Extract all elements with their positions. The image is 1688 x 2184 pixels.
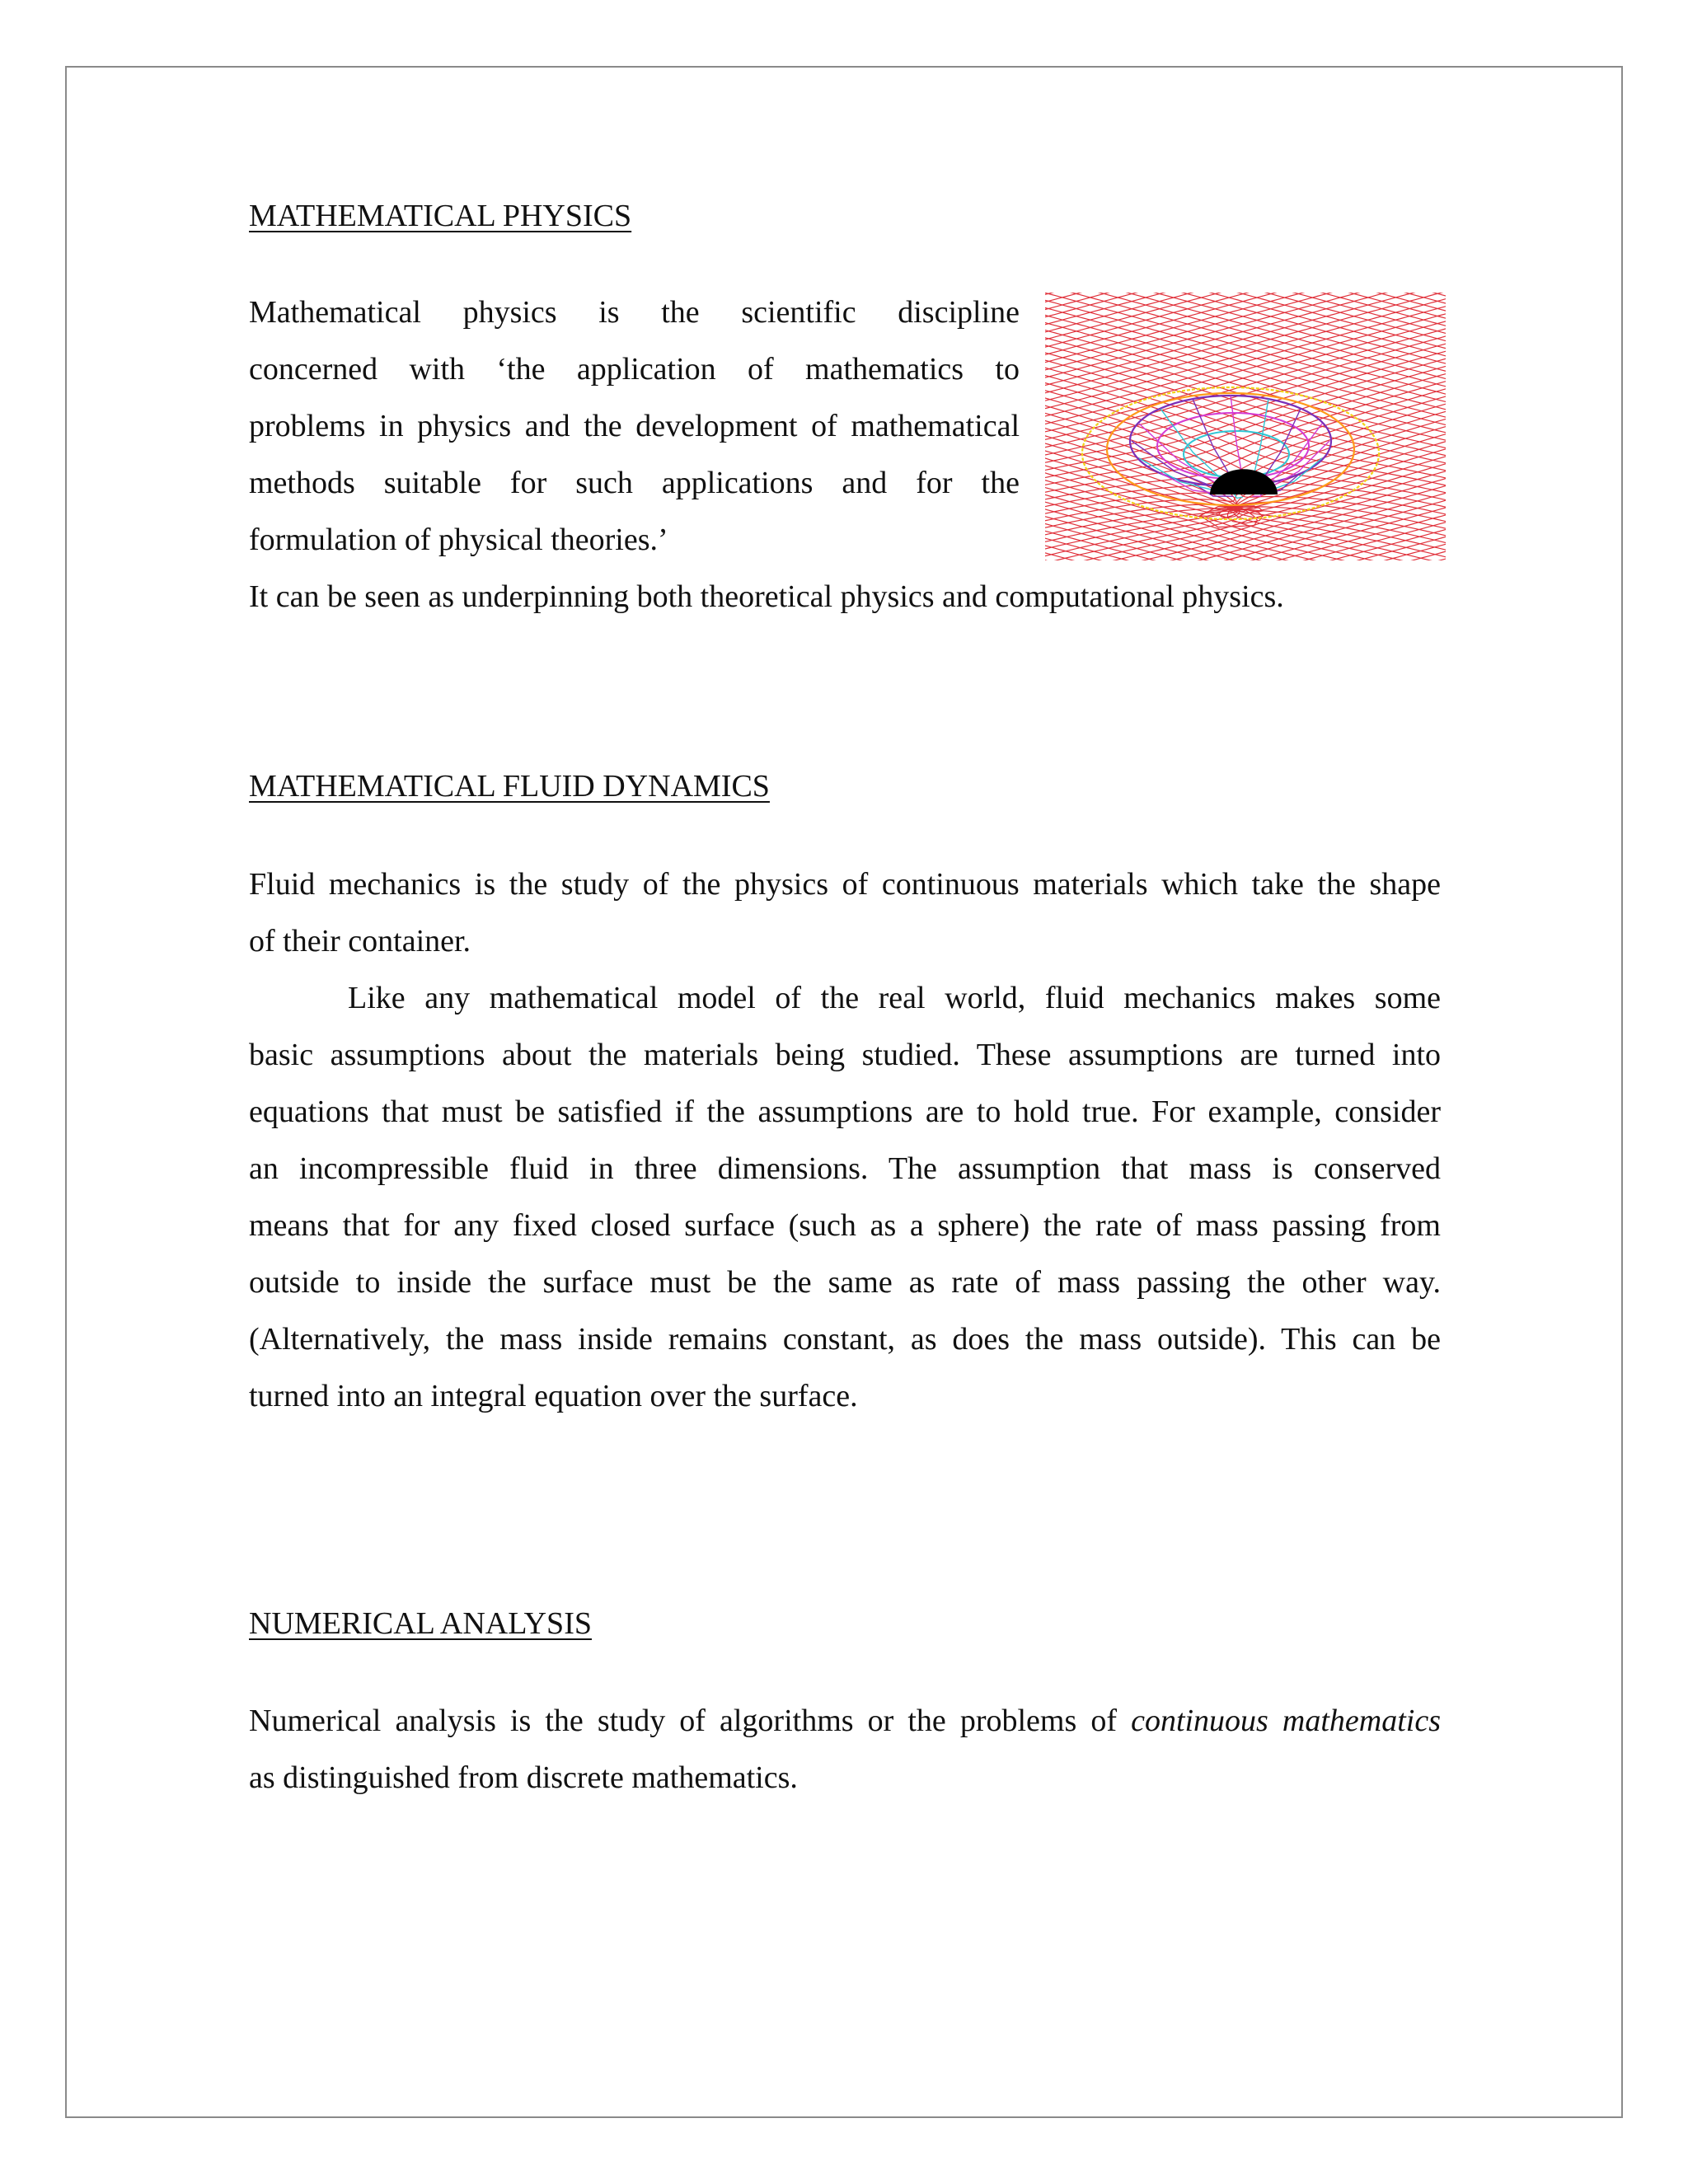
grid-line — [1045, 307, 1446, 492]
text-line — [249, 1693, 1441, 1750]
paragraph-numerical-analysis — [249, 1693, 1441, 1807]
grid-mesh — [1045, 293, 1446, 560]
text-line: an incompressible fluid in three dimensions. The assumption that mass is conserved — [249, 1151, 1441, 1186]
grid-line — [1045, 293, 1446, 425]
text-line: concerned with ‘the application of mathematics to — [249, 352, 1020, 387]
paragraph-fluid-dynamics — [249, 856, 1441, 1425]
grid-line — [1045, 293, 1446, 471]
heading-numerical-analysis: NUMERICAL ANALYSIS — [249, 1606, 592, 1641]
text-line: It can be seen as underpinning both theoretical physics and computational physics. — [249, 579, 1284, 614]
emphasized-term: continuous mathematics — [1131, 1704, 1441, 1738]
text-line: (Alternatively, the mass inside remains constant, as does the mass outside). This can be — [249, 1322, 1441, 1357]
text-line: problems in physics and the development of mathematical — [249, 409, 1020, 443]
text-line: formulation of physical theories.’ — [249, 523, 668, 557]
text-line: Fluid mechanics is the study of the physics of continuous materials which take the shape — [249, 867, 1441, 902]
grid-line — [1045, 544, 1446, 560]
text-line: Mathematical physics is the scientific discipline — [249, 295, 1020, 330]
text-line: means that for any fixed closed surface (such as a sphere) the rate of mass passing from — [249, 1208, 1441, 1243]
text-line: equations that must be satisfied if the assumptions are to hold true. For example, consider — [249, 1094, 1441, 1129]
text-line: basic assumptions about the materials being studied. These assumptions are turned into — [249, 1038, 1441, 1072]
paragraph-mathematical-physics — [249, 284, 1020, 569]
grid-line — [1045, 293, 1446, 317]
heading-mathematical-physics: MATHEMATICAL PHYSICS — [249, 199, 632, 233]
text-line: of their container. — [249, 924, 471, 958]
grid-line — [1045, 293, 1446, 313]
grid-line — [1045, 293, 1446, 362]
text-line: turned into an integral equation over the surface. — [249, 1379, 858, 1413]
text-line: Like any mathematical model of the real world, fluid mechanics makes some — [348, 981, 1441, 1015]
heading-mathematical-fluid-dynamics: MATHEMATICAL FLUID DYNAMICS — [249, 769, 770, 804]
text-line: outside to inside the surface must be the same as rate of mass passing the other way. — [249, 1265, 1441, 1300]
grid-line — [1045, 293, 1446, 377]
text-line: methods suitable for such applications and for the — [249, 466, 1020, 500]
text-fragment: Numerical analysis is the study of algorithms or the problems of — [249, 1704, 1117, 1738]
grid-line — [1045, 541, 1446, 560]
text-line: as distinguished from discrete mathematics. — [249, 1760, 798, 1795]
grid-line — [1045, 293, 1446, 381]
paragraph-mathematical-physics-continued — [249, 569, 1441, 626]
spacetime-curvature-figure — [1045, 293, 1446, 560]
grid-line — [1045, 293, 1446, 436]
grid-line — [1045, 293, 1446, 332]
grid-line — [1045, 293, 1446, 335]
